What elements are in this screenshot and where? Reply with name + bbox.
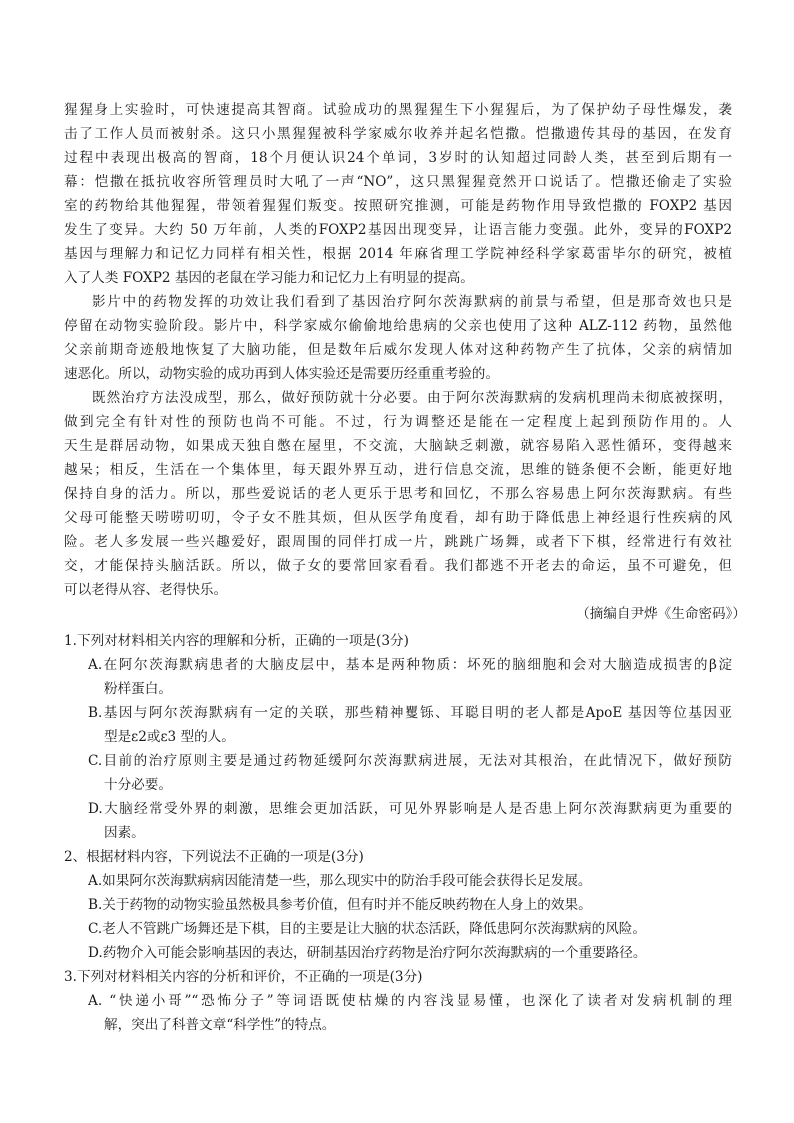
passage-line: 击了工作人员而被射杀。这只小黑猩猩被科学家威尔收养并起名恺撒。恺撒遗传其母的基因，在发育	[64, 126, 732, 142]
source-attribution: （摘编自尹烨《生命密码》）	[576, 606, 746, 622]
option-line: 解，突出了科普文章“科学性”的特点。	[104, 1017, 336, 1033]
option-line: 粉样蛋白。	[104, 681, 172, 697]
option-line: 十分必要。	[104, 777, 172, 793]
passage-line: 天生是群居动物，如果成天独自憋在屋里，不交流，大脑缺乏刺激，就容易陷入恶性循环，变得越来	[64, 438, 732, 454]
passage-line: 基因与理解力和记忆力同样有相关性，根据 2014 年麻省理工学院神经科学家葛雷毕尔的研究，被植	[64, 246, 732, 262]
passage-line: 猩猩身上实验时，可快速提高其智商。试验成功的黑猩猩生下小猩猩后，为了保护幼子母性爆发，袭	[64, 102, 732, 118]
passage-line: 过程中表现出极高的智商，18个月便认识24个单词，3岁时的认知超过同龄人类，甚至到后期有一	[64, 150, 732, 166]
passage-line: 可以老得从容、老得快乐。	[64, 582, 228, 598]
question-stem: 2、根据材料内容，下列说法不正确的一项是(3分)	[64, 849, 364, 865]
passage-line: 停留在动物实验阶段。影片中，科学家威尔偷偷地给患病的父亲也使用了这种 ALZ-112 药物，虽然他	[64, 318, 732, 334]
passage-line: 既然治疗方法没成型，那么，做好预防就十分必要。由于阿尔茨海默病的发病机理尚未彻底被探明，	[92, 390, 732, 406]
passage-line: 父母可能整天唠唠叨叨，令子女不胜其烦，但从医学角度看，却有助于降低患上神经退行性疾病的风	[64, 510, 732, 526]
passage-line: 入了人类 FOXP2 基因的老鼠在学习能力和记忆力上有明显的提高。	[64, 270, 474, 286]
passage-line: 交，才能保持头脑活跃。所以，做子女的要常回家看看。我们都逃不开老去的命运，虽不可避免，但	[64, 558, 732, 574]
passage-line: 幕：恺撒在抵抗收容所管理员时大吼了一声“NO”，这只黑猩猩竟然开口说话了。恺撒还偷走了实验	[64, 174, 732, 190]
option-line: B.关于药物的动物实验虽然极具参考价值，但有时并不能反映药物在人身上的效果。	[88, 897, 592, 913]
passage-line: 险。老人多发展一些兴趣爱好，跟周围的同伴打成一片，跳跳广场舞，或者下下棋，经常进行有效社	[64, 534, 732, 550]
question-stem: 1.下列对材料相关内容的理解和分析，正确的一项是(3分)	[64, 633, 409, 649]
passage-line: 室的药物给其他猩猩，带领着猩猩们叛变。按照研究推测，可能是药物作用导致恺撒的 FOXP2 基因	[64, 198, 732, 214]
passage-line: 父亲前期奇迹般地恢复了大脑功能，但是数年后威尔发现人体对这种药物产生了抗体，父亲的病情加	[64, 342, 732, 358]
option-line: A. “快递小哥”“恐怖分子”等词语既使枯燥的内容浅显易懂，也深化了读者对发病机制的理	[88, 993, 732, 1009]
option-line: D.大脑经常受外界的刺激，思维会更加活跃，可见外界影响是人是否患上阿尔茨海默病更为重要的	[88, 801, 732, 817]
passage-line: 影片中的药物发挥的功效让我们看到了基因治疗阿尔茨海默病的前景与希望，但是那奇效也只是	[92, 294, 732, 310]
option-line: D.药物介入可能会影响基因的表达，研制基因治疗药物是治疗阿尔茨海默病的一个重要路径。	[88, 945, 647, 961]
passage-line: 做到完全有针对性的预防也尚不可能。不过，行为调整还是能在一定程度上起到预防作用的。人	[64, 414, 732, 430]
option-line: C.老人不管跳广场舞还是下棋，目的主要是让大脑的状态活跃，降低患阿尔茨海默病的风险。	[88, 921, 646, 937]
option-line: A.如果阿尔茨海默病病因能清楚一些，那么现实中的防治手段可能会获得长足发展。	[88, 873, 592, 889]
option-line: B.基因与阿尔茨海默病有一定的关联，那些精神矍铄、耳聪目明的老人都是ApoE 基因等位基因亚	[88, 705, 732, 721]
option-line: A.在阿尔茨海默病患者的大脑皮层中，基本是两种物质：坏死的脑细胞和会对大脑造成损害的β淀	[88, 657, 732, 673]
option-line: 因素。	[104, 825, 145, 841]
passage-line: 保持自身的活力。所以，那些爱说话的老人更乐于思考和回忆，不那么容易患上阿尔茨海默病。有些	[64, 486, 732, 502]
passage-line: 速恶化。所以，动物实验的成功再到人体实验还是需要历经重重考验的。	[64, 366, 499, 382]
passage-line: 越呆；相反，生活在一个集体里，每天跟外界互动，进行信息交流，思维的链条便不会断，能更好地	[64, 462, 732, 478]
option-line: C.目前的治疗原则主要是通过药物延缓阿尔茨海默病进展，无法对其根治，在此情况下，做好预防	[88, 753, 732, 769]
question-stem: 3.下列对材料相关内容的分析和评价，不正确的一项是(3分)	[64, 969, 423, 985]
passage-line: 发生了变异。大约 50 万年前，人类的FOXP2基因出现变异，让语言能力变强。此外，变异的FOXP2	[64, 222, 732, 238]
option-line: 型是ε2或ε3 型的人。	[104, 729, 235, 745]
